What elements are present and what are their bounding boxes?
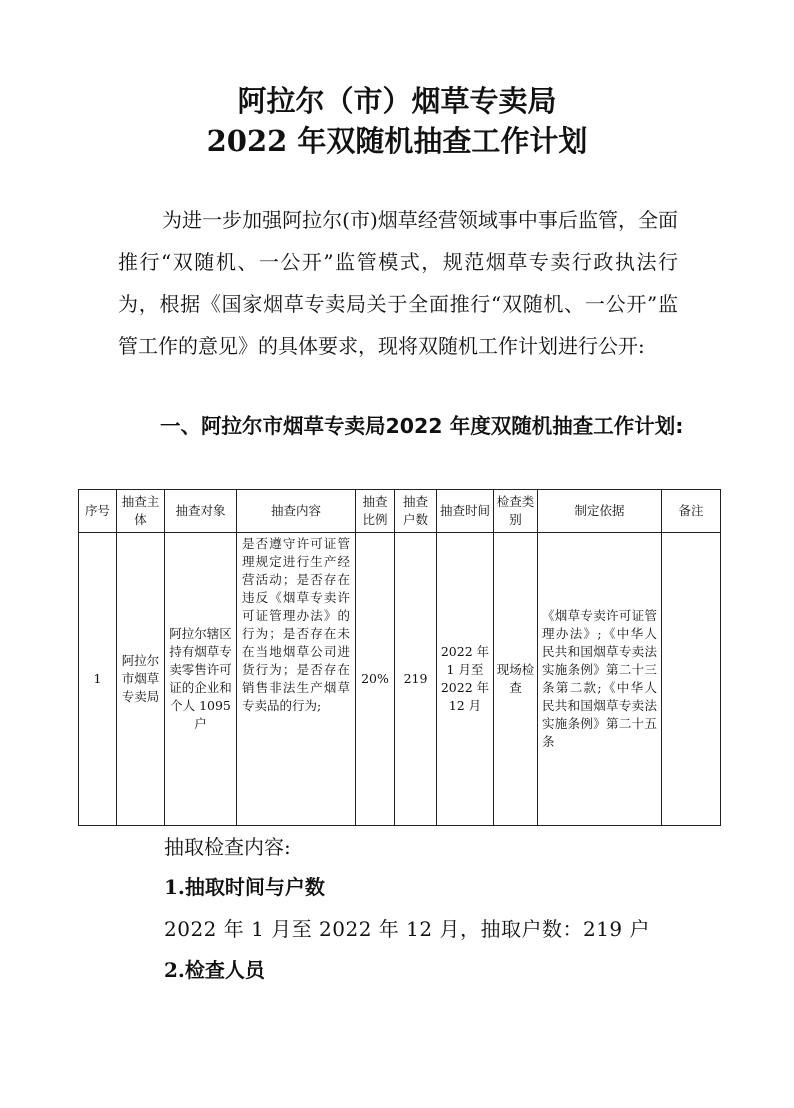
- header-cell: 抽查比例: [356, 490, 395, 533]
- header-cell: 抽查户数: [395, 490, 437, 533]
- section-heading-1: 一、阿拉尔市烟草专卖局2022 年度双随机抽查工作计划:: [160, 414, 684, 438]
- plan-table: [78, 489, 721, 826]
- header-cell: 检查类别: [494, 490, 538, 533]
- cell-content: 是否遵守许可证管理规定进行生产经营活动；是否存在违反《烟草专卖许可证管理办法》的行为；是否存在未在当地烟草公司进货行为；是否存在销售非法生产烟草专卖品的行为;: [237, 533, 356, 826]
- time-count-text: 2022 年 1 月至 2022 年 12 月，抽取户数：219 户: [164, 917, 651, 941]
- cell-category: 现场检查: [494, 533, 538, 826]
- subheading-staff: 2.检查人员: [164, 958, 265, 982]
- intro-text: 为进一步加强阿拉尔(市)烟草经营领域事中事后监管，全面推行“双随机、一公开”监管模式，规范烟草专卖行政执法行为，根据《国家烟草专卖局关于全面推行“双随机、一公开”监管工作的意见》的具体要求，现将双随机工作计划进行公开:: [118, 208, 678, 358]
- header-cell: 抽查内容: [237, 490, 356, 533]
- cell-target: 阿拉尔辖区持有烟草专卖零售许可证的企业和个人 1095 户: [165, 533, 237, 826]
- header-cell: 备注: [662, 490, 721, 533]
- cell-basis: 《烟草专卖许可证管理办法》;《中华人民共和国烟草专卖法实施条例》第二十三条第二款;《中华人民共和国烟草专卖法实施条例》第二十五条: [538, 533, 662, 826]
- cell-count: 219: [395, 533, 437, 826]
- header-cell: 抽查对象: [165, 490, 237, 533]
- cell-remark: [662, 533, 721, 826]
- cell-ratio: 20%: [356, 533, 395, 826]
- cell-subject: 阿拉尔市烟草专卖局: [117, 533, 165, 826]
- table-row: [79, 533, 721, 826]
- header-cell: 抽查时间: [437, 490, 494, 533]
- header-cell: 抽查主体: [117, 490, 165, 533]
- header-cell: 制定依据: [538, 490, 662, 533]
- cell-time: 2022 年 1 月至 2022 年 12 月: [437, 533, 494, 826]
- header-cell: 序号: [79, 490, 117, 533]
- subheading-time-count: 1.抽取时间与户数: [164, 875, 325, 899]
- doc-title-line1: 阿拉尔（市）烟草专卖局: [237, 84, 557, 118]
- cell-no: 1: [79, 533, 117, 826]
- intro-paragraph: [118, 199, 678, 367]
- doc-title-line2: 2022 年双随机抽查工作计划: [206, 124, 588, 158]
- subheading-content: 抽取检查内容:: [164, 835, 291, 859]
- table-header-row: [79, 490, 721, 533]
